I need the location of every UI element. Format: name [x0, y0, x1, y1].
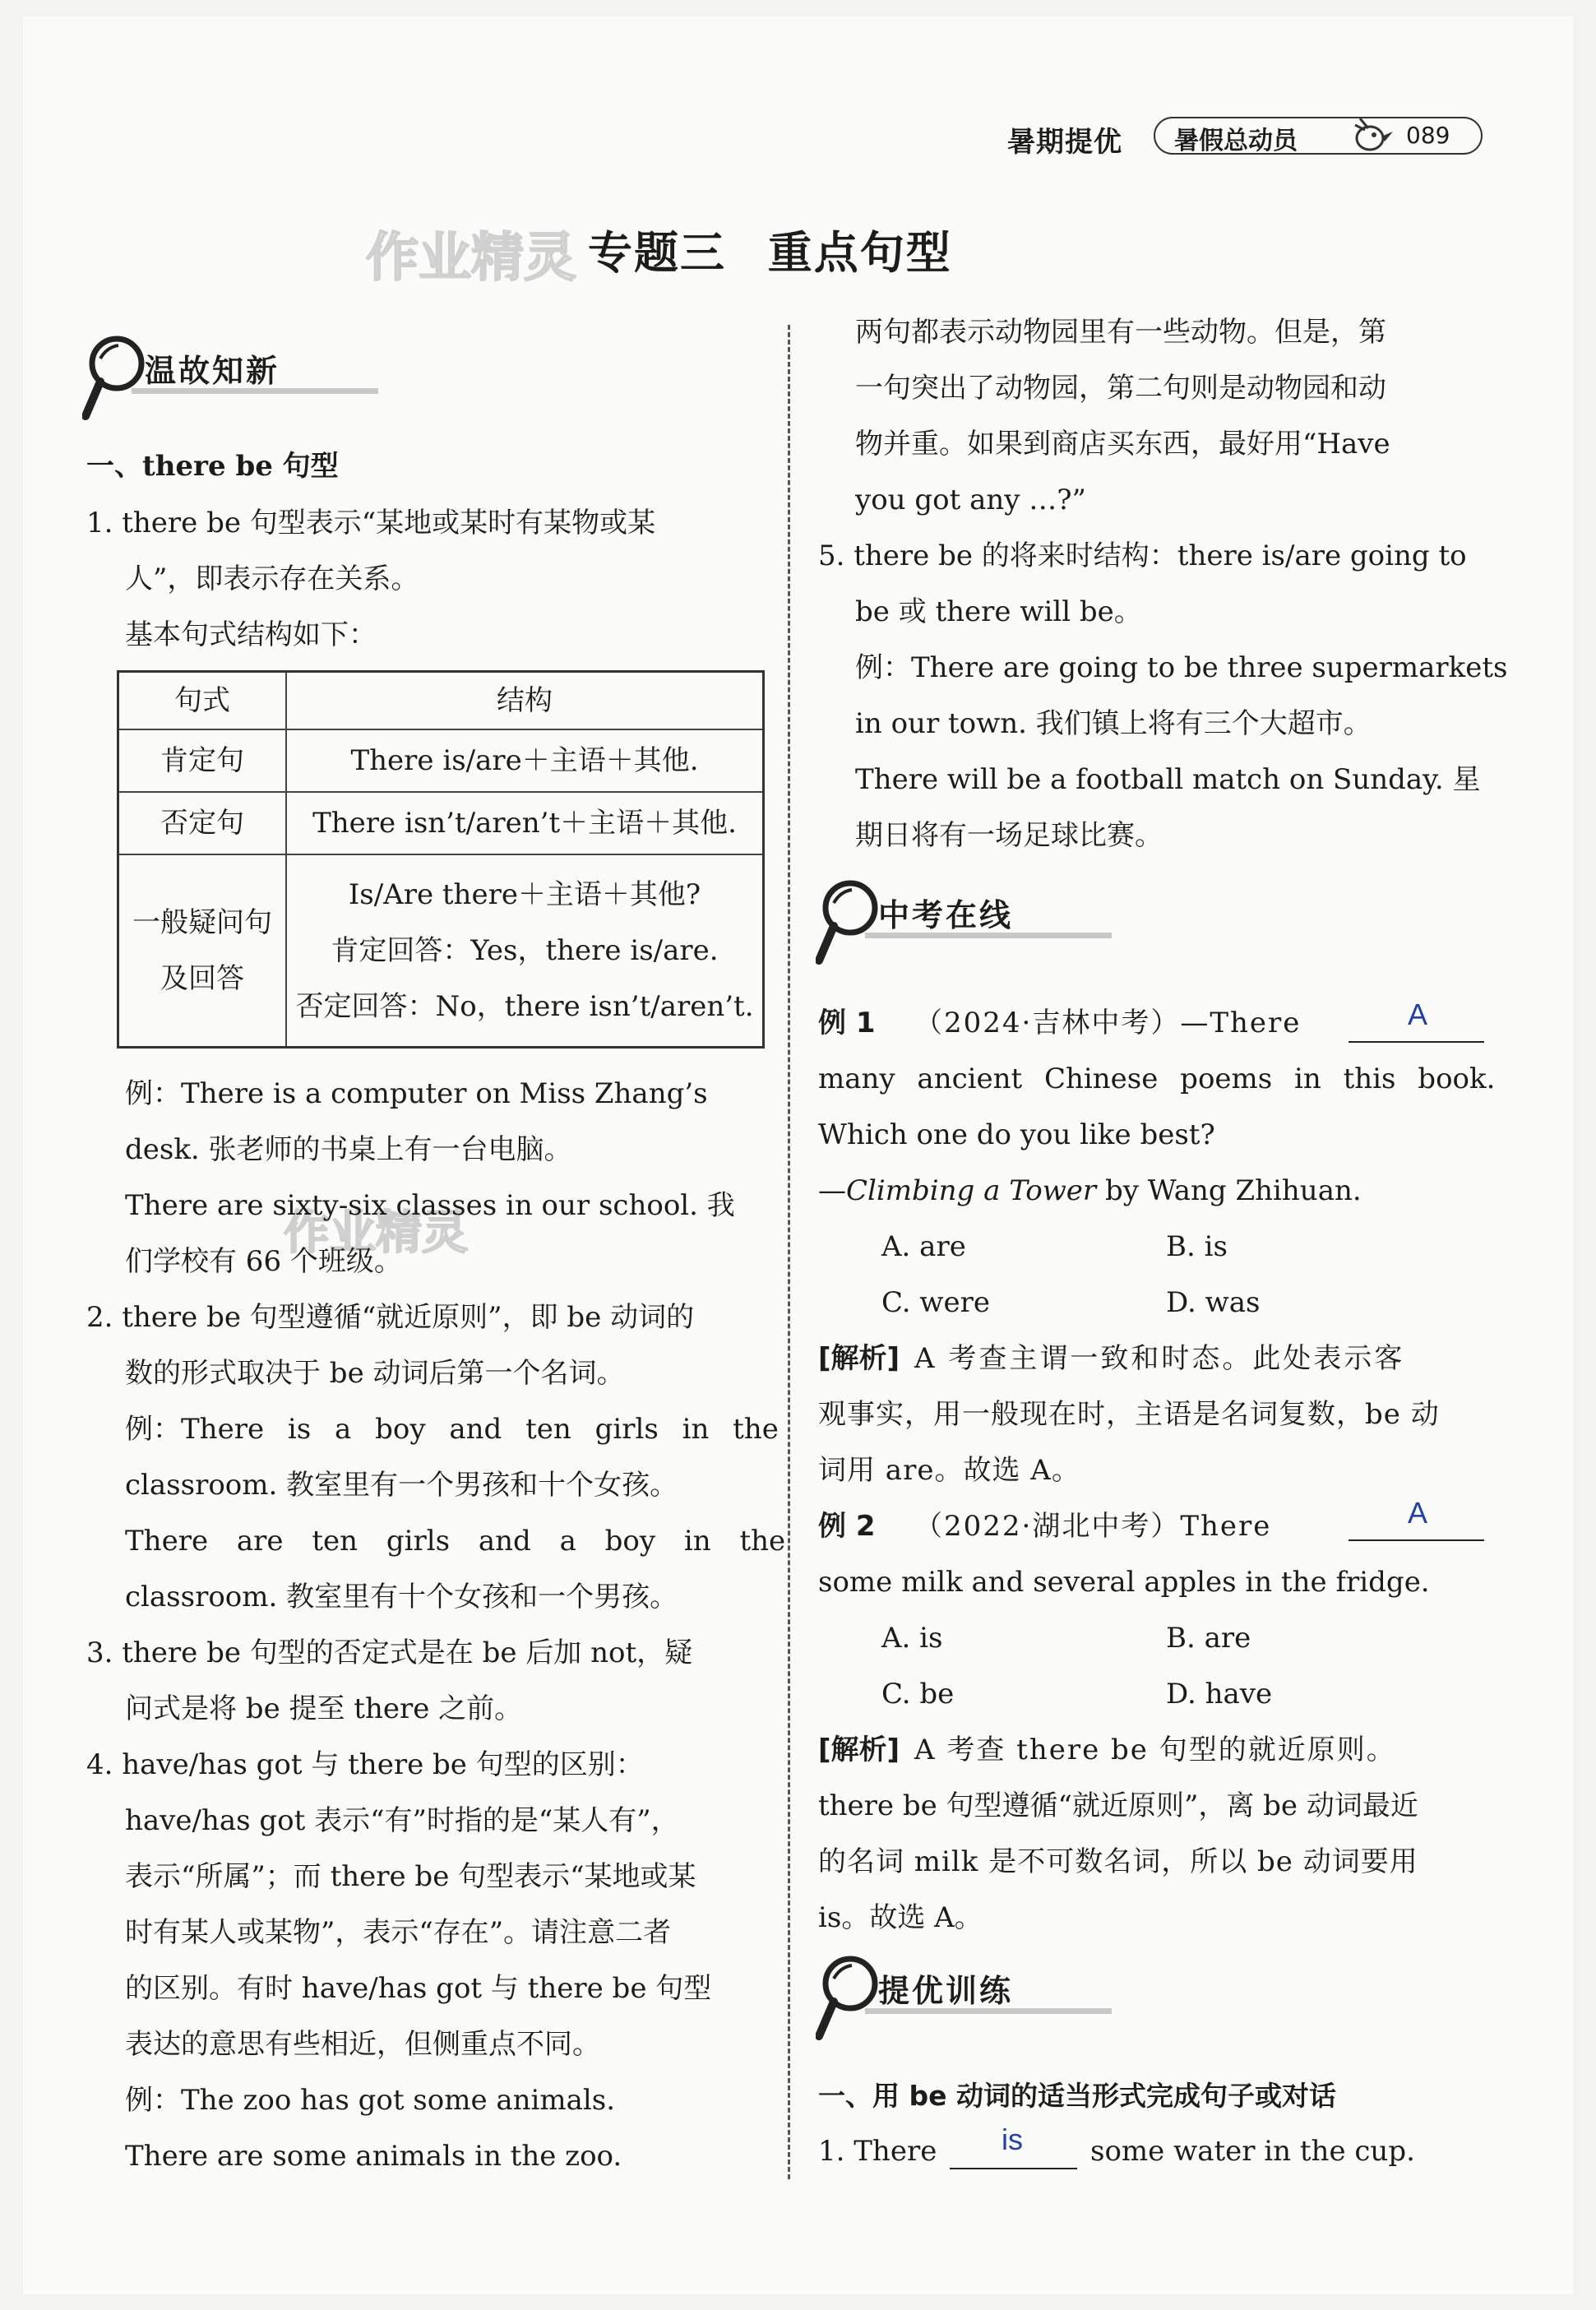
section-title: 提优训练	[878, 1973, 1014, 2009]
answer-text: A	[1408, 1496, 1428, 1530]
table-row	[118, 854, 764, 1048]
table-cell-line: 否定回答：No，there isn’t/aren’t.	[295, 990, 754, 1023]
text-line: A 考查 there be 句型的就近原则。	[914, 1734, 1396, 1766]
text-line: Which one do you like best?	[818, 1118, 1215, 1151]
text-line: 期日将有一场足球比赛。	[855, 819, 1163, 852]
text-line: 表示“所属”；而 there be 句型表示“某地或某	[125, 1860, 696, 1893]
option-d[interactable]: D. have	[1166, 1678, 1273, 1711]
text-line: classroom. 教室里有一个男孩和十个女孩。	[125, 1469, 678, 1502]
text-line	[818, 1163, 1362, 1219]
answer-blank[interactable]	[950, 2168, 1077, 2169]
analysis-tag: [解析]	[818, 1342, 900, 1375]
page-number: 089	[1406, 122, 1450, 149]
text-line: 基本句式结构如下：	[125, 618, 377, 651]
question-source: （2024·吉林中考）—There	[914, 1007, 1302, 1039]
text-line: 一句突出了动物园，第二句则是动物园和动	[855, 372, 1386, 405]
text-line: 人”，即表示存在关系。	[125, 562, 419, 595]
text-line: There will be a football match on Sunday. 星	[855, 763, 1481, 796]
option-c[interactable]: C. were	[881, 1286, 991, 1319]
text-line: There are sixty-six classes in our school. 我	[125, 1189, 735, 1222]
table-row	[118, 672, 764, 730]
watermark: 作业精灵	[366, 228, 576, 289]
text-line: there be 句型遵循“就近原则”，离 be 动词最近	[818, 1789, 1418, 1822]
text-line: is。故选 A。	[818, 1901, 983, 1934]
text-line: in our town. 我们镇上将有三个大超市。	[855, 707, 1372, 740]
text-line: 例：There are going to be three supermarkets	[855, 651, 1508, 684]
exercise-heading: 一、用 be 动词的适当形式完成句子或对话	[818, 2080, 1336, 2112]
watermark: 作业精灵	[284, 1206, 468, 1260]
text-line: 4. have/has got 与 there be 句型的区别：	[86, 1748, 644, 1781]
text-line: 数的形式取决于 be 动词后第一个名词。	[125, 1357, 625, 1390]
exercise-prefix: 1. There	[818, 2135, 937, 2168]
text-line: A 考查主谓一致和时态。此处表示客	[914, 1342, 1405, 1375]
text-line: classroom. 教室里有十个女孩和一个男孩。	[125, 1581, 678, 1613]
table-header-cell: 结构	[286, 672, 764, 730]
column-divider	[788, 325, 790, 2179]
text-line: 表达的意思有些相近，但侧重点不同。	[125, 2028, 600, 2061]
table-cell-line: 肯定回答：Yes，there is/are.	[331, 934, 719, 967]
text-line: 们学校有 66 个班级。	[125, 1245, 402, 1278]
example-label: 例 2	[818, 1510, 876, 1543]
poem-title: Climbing a Tower	[846, 1174, 1097, 1207]
table-cell: 肯定句	[118, 729, 287, 792]
section-title: 中考在线	[878, 897, 1014, 933]
text-line: many ancient Chinese poems in this book.	[818, 1062, 1496, 1095]
section-title: 温故知新	[145, 353, 280, 389]
text-line: 两句都表示动物园里有一些动物。但是，第	[855, 316, 1386, 349]
text-line: be 或 there will be。	[855, 595, 1142, 628]
header-book-label: 暑假总动员	[1174, 127, 1298, 155]
option-c[interactable]: C. be	[881, 1678, 955, 1711]
text-line: 问式是将 be 提至 there 之前。	[125, 1692, 523, 1725]
text-line: 1. there be 句型表示“某地或某时有某物或某	[86, 507, 656, 539]
bird-icon	[1349, 113, 1398, 163]
text-line: you got any …?”	[855, 484, 1086, 516]
text-line: some milk and several apples in the fridge.	[818, 1566, 1430, 1599]
text-line: 时有某人或某物”，表示“存在”。请注意二者	[125, 1916, 672, 1949]
option-a[interactable]: A. are	[881, 1230, 966, 1263]
text-line: 物并重。如果到商店买东西，最好用“Have	[855, 428, 1390, 461]
text-line: 的名词 milk 是不可数名词，所以 be 动词要用	[818, 1845, 1418, 1878]
text-line: There are some animals in the zoo.	[125, 2140, 622, 2173]
table-cell-line: 一般疑问句	[132, 906, 272, 939]
page-title: 专题三 重点句型	[588, 227, 952, 279]
table-header-cell: 句式	[118, 672, 287, 730]
option-d[interactable]: D. was	[1166, 1286, 1261, 1319]
text-line: 的区别。有时 have/has got 与 there be 句型	[125, 1972, 712, 2005]
poem-author: by Wang Zhihuan.	[1096, 1174, 1362, 1207]
table-cell	[286, 854, 764, 1048]
text-line: 例：There is a computer on Miss Zhang’s	[125, 1077, 708, 1110]
table-cell: 否定句	[118, 792, 287, 854]
analysis-tag: [解析]	[818, 1734, 900, 1766]
exercise-suffix: some water in the cup.	[1090, 2135, 1415, 2168]
answer-text: is	[1002, 2123, 1023, 2156]
table-cell-line: 及回答	[160, 962, 244, 995]
answer-text: A	[1408, 998, 1428, 1031]
text-line: 2. there be 句型遵循“就近原则”，即 be 动词的	[86, 1301, 695, 1334]
structure-table	[117, 670, 765, 1049]
table-cell	[118, 854, 287, 1048]
text-line: 5. there be 的将来时结构：there is/are going to	[818, 539, 1467, 572]
table-cell: There is/are＋主语＋其他.	[286, 729, 764, 792]
table-row	[118, 792, 764, 854]
option-a[interactable]: A. is	[881, 1622, 943, 1655]
text-line: 词用 are。故选 A。	[818, 1454, 1080, 1487]
option-b[interactable]: B. is	[1166, 1230, 1228, 1263]
header-series-label: 暑期提优	[1007, 126, 1122, 159]
text-line: 观事实，用一般现在时，主语是名词复数，be 动	[818, 1398, 1440, 1431]
table-row	[118, 729, 764, 792]
example-label: 例 1	[818, 1007, 876, 1039]
text-line: desk. 张老师的书桌上有一台电脑。	[125, 1133, 572, 1166]
text-line: 例：The zoo has got some animals.	[125, 2084, 616, 2117]
table-cell-line: Is/Are there＋主语＋其他?	[348, 878, 701, 911]
option-b[interactable]: B. are	[1166, 1622, 1251, 1655]
question-source: （2022·湖北中考）There	[914, 1510, 1272, 1543]
heading-there-be: 一、there be 句型	[86, 450, 339, 483]
text-line: There are ten girls and a boy in the	[125, 1525, 786, 1558]
text-line: 例：There is a boy and ten girls in the	[125, 1413, 779, 1446]
table-cell: There isn’t/aren’t＋主语＋其他.	[286, 792, 764, 854]
text-line: have/has got 表示“有”时指的是“某人有”，	[125, 1804, 679, 1837]
text-line: 3. there be 句型的否定式是在 be 后加 not，疑	[86, 1636, 693, 1669]
dash: —	[818, 1174, 846, 1207]
